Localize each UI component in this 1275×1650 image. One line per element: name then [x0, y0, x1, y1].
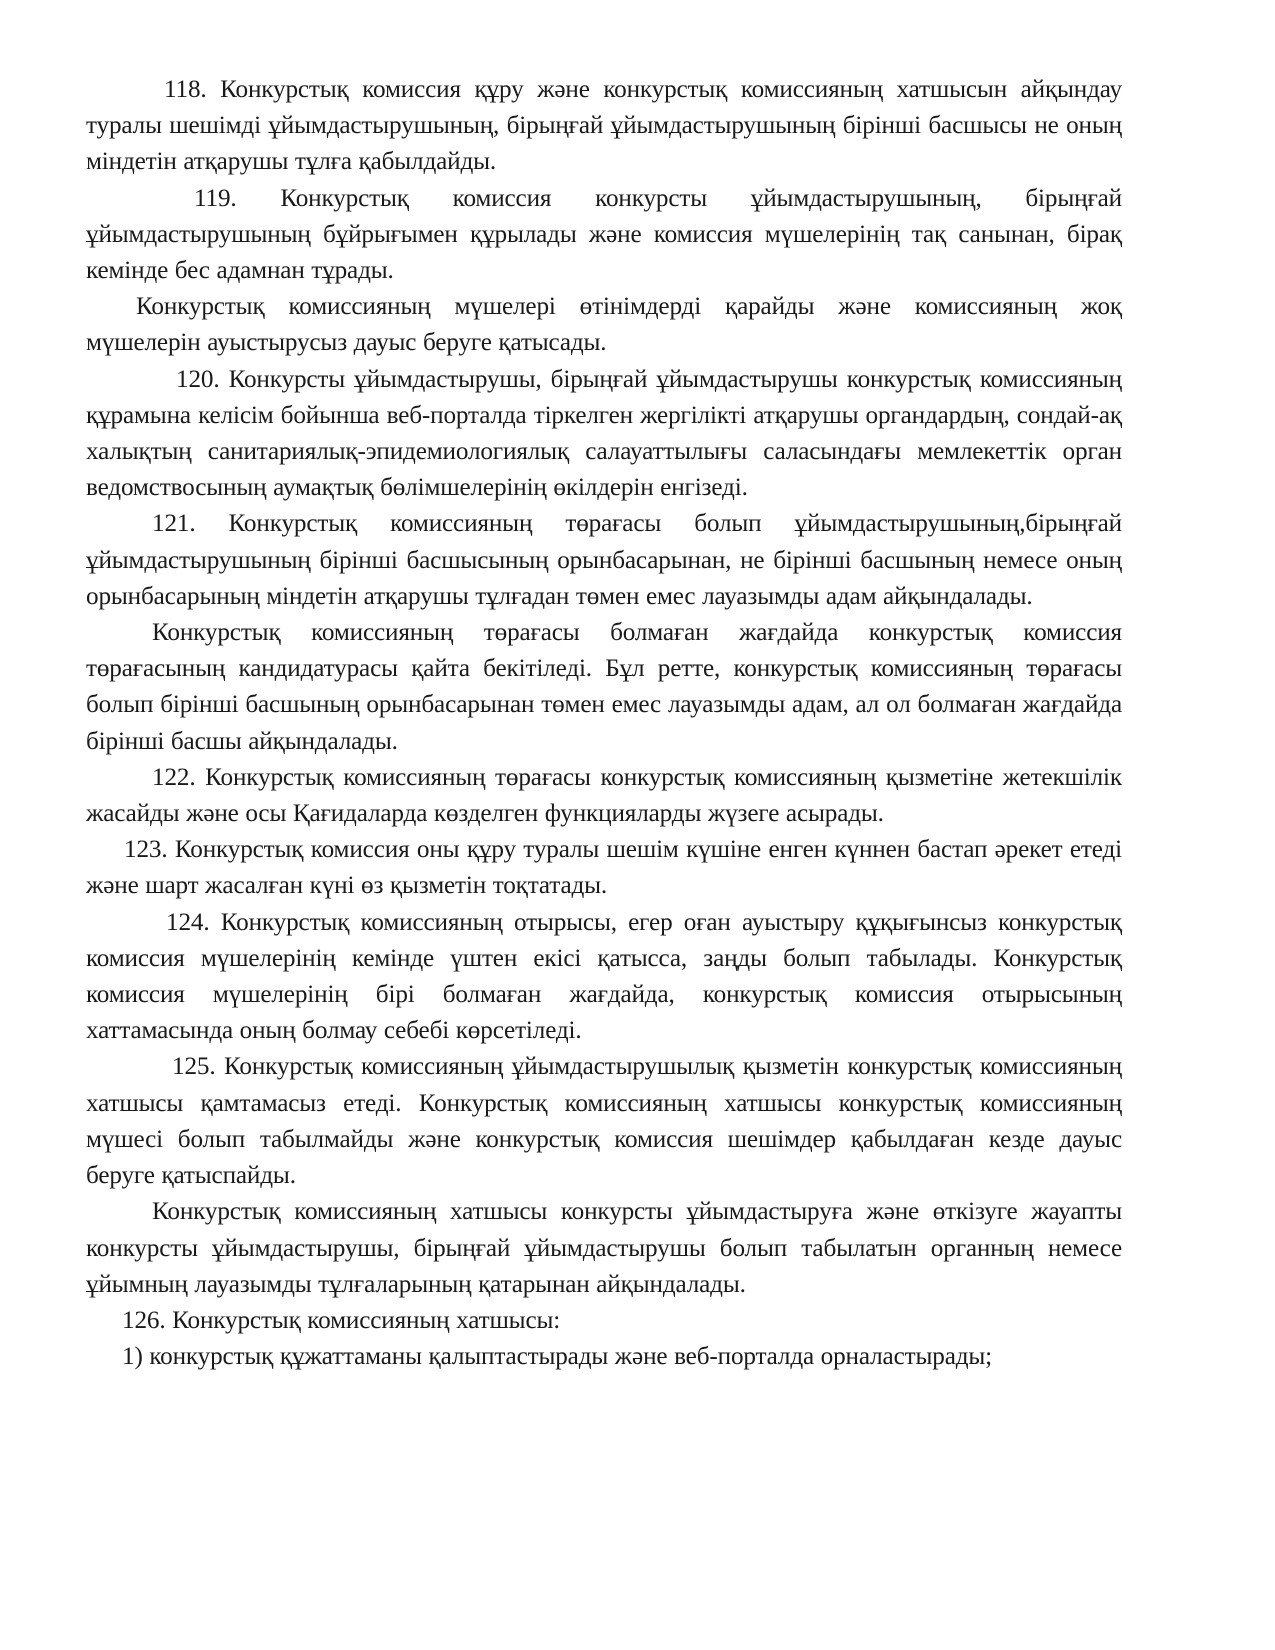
paragraph-123: 123. Конкурстық комиссия оны құру туралы шешім күшіне енген күннен бастап әрекет етеді және шарт жасалған күні өз қызметін тоқтатады.	[86, 836, 1122, 900]
paragraph-126: 126. Конкурстық комиссияның хатшысы:	[122, 1306, 561, 1334]
paragraph-121-chair-absent: Конкурстық комиссияның төрағасы болмаған жағдайда конкурстық комиссия төрағасының кандидатурасы қайта бекітіледі. Бұл ретте, конкурстық комиссияның төрағасы болып бірінші басшының орынбасарынан төмен емес лауазымды адам, ал ол болмаған жағдайда бірінші басшы айқындалады.	[86, 619, 1122, 755]
list-item-126-1: 1) конкурстық құжаттаманы қалыптастырады және веб-порталда орналастырады;	[122, 1343, 993, 1371]
paragraph-121: 121. Конкурстық комиссияның төрағасы болып ұйымдастырушының,бірыңғай ұйымдастырушының бірінші басшысының орынбасарынан, не бірінші басшының немесе оның орынбасарының міндетін атқарушы тұлғадан төмен емес лауазымды адам айқындалады.	[86, 510, 1122, 610]
paragraph-122: 122. Конкурстық комиссияның төрағасы конкурстық комиссияның қызметіне жетекшілік жасайды және осы Қағидаларда көзделген функцияларды жүзеге асырады.	[86, 763, 1122, 828]
paragraph-124: 124. Конкурстық комиссияның отырысы, егер оған ауыстыру құқығынсыз конкурстық комиссия мүшелерінің кемінде үштен екісі қатысса, заңды болып табылады. Конкурстық комиссия мүшелерінің бірі болмаған жағдайда, конкурстық комиссия отырысының хаттамасында оның болмау себебі көрсетіледі.	[86, 908, 1122, 1045]
paragraph-120: 120. Конкурсты ұйымдастырушы, бірыңғай ұйымдастырушы конкурстық комиссияның құрамына келісім бойынша веб-порталда тіркелген жергілікті атқарушы органдардың, сондай-ақ халықтың санитариялық-эпидемиологиялық салауаттылығы саласындағы мемлекеттік орган ведомствосының аумақтық бөлімшелерінің өкілдерін енгізеді.	[86, 365, 1122, 502]
document-page	[86, 72, 1122, 1375]
paragraph-119: 119. Конкурстық комиссия конкурсты ұйымдастырушының, бірыңғай ұйымдастырушының бұйрығымен құрылады және комиссия мүшелерінің тақ санынан, бірақ кемінде бес адамнан тұрады.	[86, 184, 1122, 285]
paragraph-125-secretary: Конкурстық комиссияның хатшысы конкурсты ұйымдастыруға және өткізуге жауапты конкурсты ұйымдастырушы, бірыңғай ұйымдастырушы болып табылатын органның немесе ұйымның лауазымды тұлғаларының қатарынан айқындалады.	[86, 1198, 1122, 1298]
paragraph-125: 125. Конкурстық комиссияның ұйымдастырушылық қызметін конкурстық комиссияның хатшысы қамтамасыз етеді. Конкурстық комиссияның хатшысы конкурстық комиссияның мүшесі болып табылмайды және конкурстық комиссия шешімдер қабылдаған кезде дауыс беруге қатыспайды.	[86, 1053, 1122, 1190]
paragraph-118: 118. Конкурстық комиссия құру және конкурстық комиссияның хатшысын айқындау туралы шешімді ұйымдастырушының, бірыңғай ұйымдастырушының бірінші басшысы не оның міндетін атқарушы тұлға қабылдайды.	[86, 76, 1122, 176]
paragraph-119-members: Конкурстық комиссияның мүшелері өтінімдерді қарайды және комиссияның жоқ мүшелерін ауыстырусыз дауыс беруге қатысады.	[86, 293, 1122, 357]
